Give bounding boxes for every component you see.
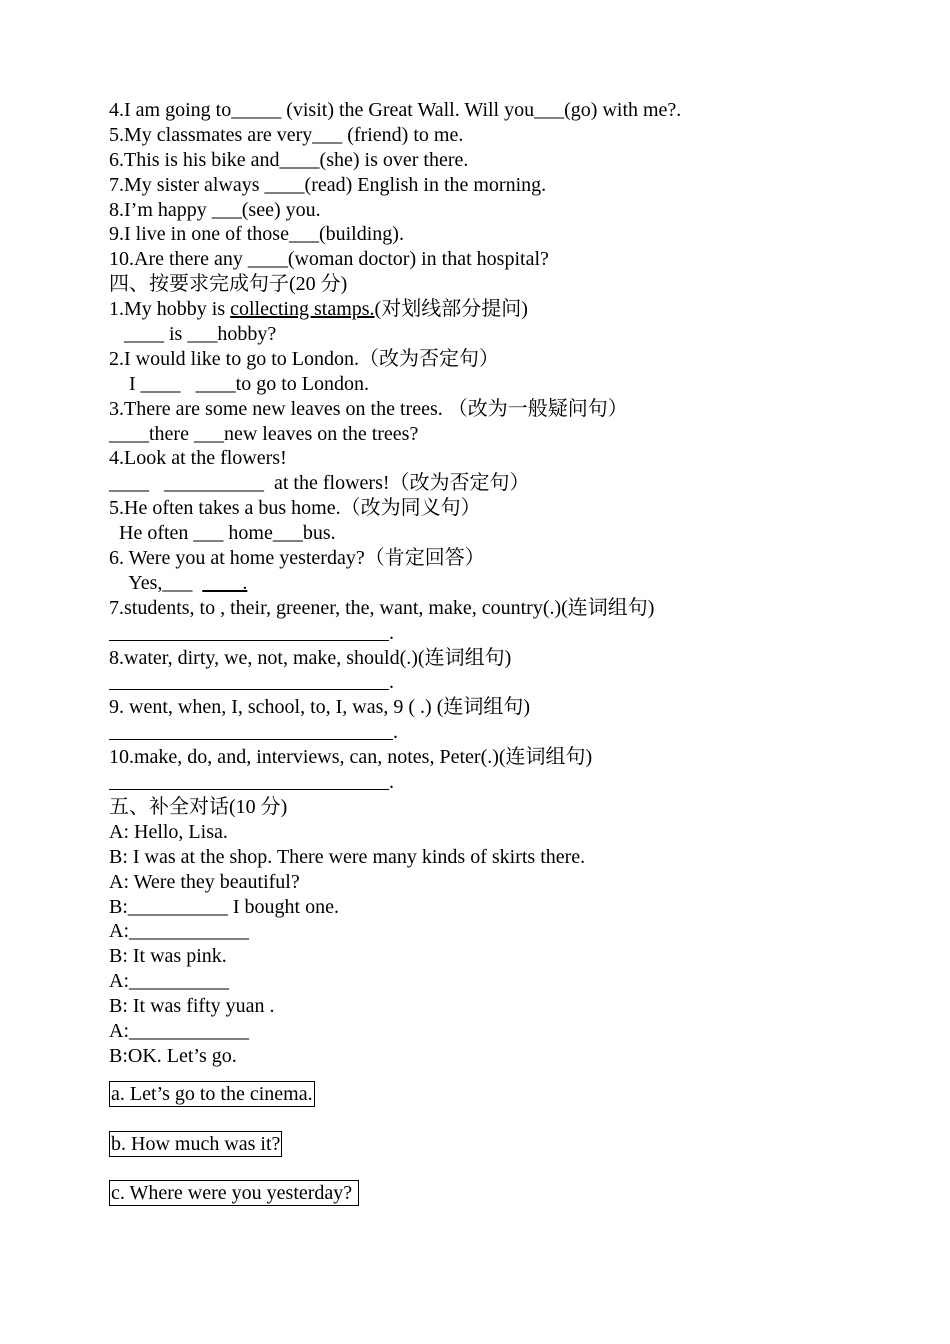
answer-blank xyxy=(109,624,389,641)
answer-period: . xyxy=(393,721,398,744)
question-4-4: 4.Look at the flowers! xyxy=(109,447,287,470)
answer-line-4-7 xyxy=(109,621,909,646)
answer-4-6 xyxy=(109,571,909,596)
question-4-8: 8.water, dirty, we, not, make, should(.)(连词组句) xyxy=(109,646,512,669)
answer-period: . xyxy=(389,771,394,794)
dialogue-line: A: Hello, Lisa. xyxy=(109,820,228,843)
question-4-5: 5.He often takes a bus home.（改为同义句） xyxy=(109,497,481,520)
answer-4-6-underlined: ____. xyxy=(202,571,248,594)
answer-blank xyxy=(109,723,393,740)
answer-4-2: I ____ ____to go to London. xyxy=(109,372,369,395)
question-4-7: 7.students, to , their, greener, the, want, make, country(.)(连词组句) xyxy=(109,596,655,619)
answer-line-4-10 xyxy=(109,770,909,795)
option-c-box: c. Where were you yesterday? xyxy=(111,1182,358,1205)
dialogue-line: B:__________ I bought one. xyxy=(109,895,339,918)
question-4-1-prefix: 1.My hobby is xyxy=(109,298,231,321)
dialogue-line: B: It was pink. xyxy=(109,945,227,968)
answer-4-6-prefix: Yes,___ xyxy=(109,571,203,594)
question-4-10: 10.make, do, and, interviews, can, notes, Peter(.)(连词组句) xyxy=(109,746,593,769)
answer-period: . xyxy=(389,621,394,644)
fill-in-item-5: 5.My classmates are very___ (friend) to me. xyxy=(109,123,464,146)
section-4 xyxy=(109,272,909,795)
answer-blank xyxy=(109,673,389,690)
fill-in-section xyxy=(109,98,909,272)
answer-4-1: ____ is ___hobby? xyxy=(109,323,277,346)
section-5 xyxy=(109,795,909,1230)
dialogue-line: A:____________ xyxy=(109,1019,249,1042)
dialogue-line: B:OK. Let’s go. xyxy=(109,1044,237,1067)
fill-in-item-10: 10.Are there any ____(woman doctor) in that hospital? xyxy=(109,248,549,271)
section-5-heading: 五、补全对话(10 分) xyxy=(109,795,288,818)
section-4-heading: 四、按要求完成句子(20 分) xyxy=(109,273,348,296)
dialogue-line: B: I was at the shop. There were many kinds of skirts there. xyxy=(109,845,586,868)
fill-in-item-9: 9.I live in one of those___(building). xyxy=(109,223,404,246)
question-4-2: 2.I would like to go to London.（改为否定句） xyxy=(109,347,499,370)
answer-4-5: He often ___ home___bus. xyxy=(109,522,336,545)
answer-line-4-8 xyxy=(109,670,909,695)
answer-4-4: ____ __________ at the flowers!（改为否定句） xyxy=(109,472,530,495)
answer-line-4-9 xyxy=(109,720,909,745)
dialogue-line: A:__________ xyxy=(109,970,229,993)
question-4-9: 9. went, when, I, school, to, I, was, 9 ( .) (连词组句) xyxy=(109,696,531,719)
option-a-box: a. Let’s go to the cinema. xyxy=(111,1082,313,1105)
answer-blank xyxy=(109,773,389,790)
option-b-box: b. How much was it? xyxy=(111,1132,281,1155)
fill-in-item-4: 4.I am going to_____ (visit) the Great Wall. Will you___(go) with me?. xyxy=(109,99,682,121)
fill-in-item-6: 6.This is his bike and____(she) is over there. xyxy=(109,148,469,171)
worksheet-page xyxy=(109,98,909,1230)
answer-period: . xyxy=(389,671,394,694)
fill-in-item-7: 7.My sister always ____(read) English in the morning. xyxy=(109,173,547,196)
fill-in-item-8: 8.I’m happy ___(see) you. xyxy=(109,198,321,221)
question-4-1 xyxy=(109,297,909,322)
question-4-3: 3.There are some new leaves on the trees. （改为一般疑问句） xyxy=(109,397,628,420)
answer-4-3: ____there ___new leaves on the trees? xyxy=(109,422,419,445)
dialogue-line: A:____________ xyxy=(109,920,249,943)
question-4-6: 6. Were you at home yesterday?（肯定回答） xyxy=(109,547,485,570)
dialogue-options xyxy=(109,1081,909,1230)
dialogue-line: B: It was fifty yuan . xyxy=(109,995,275,1018)
dialogue-line: A: Were they beautiful? xyxy=(109,870,300,893)
question-4-1-underlined: collecting stamps. xyxy=(230,298,375,321)
question-4-1-suffix: (对划线部分提问) xyxy=(374,298,528,321)
